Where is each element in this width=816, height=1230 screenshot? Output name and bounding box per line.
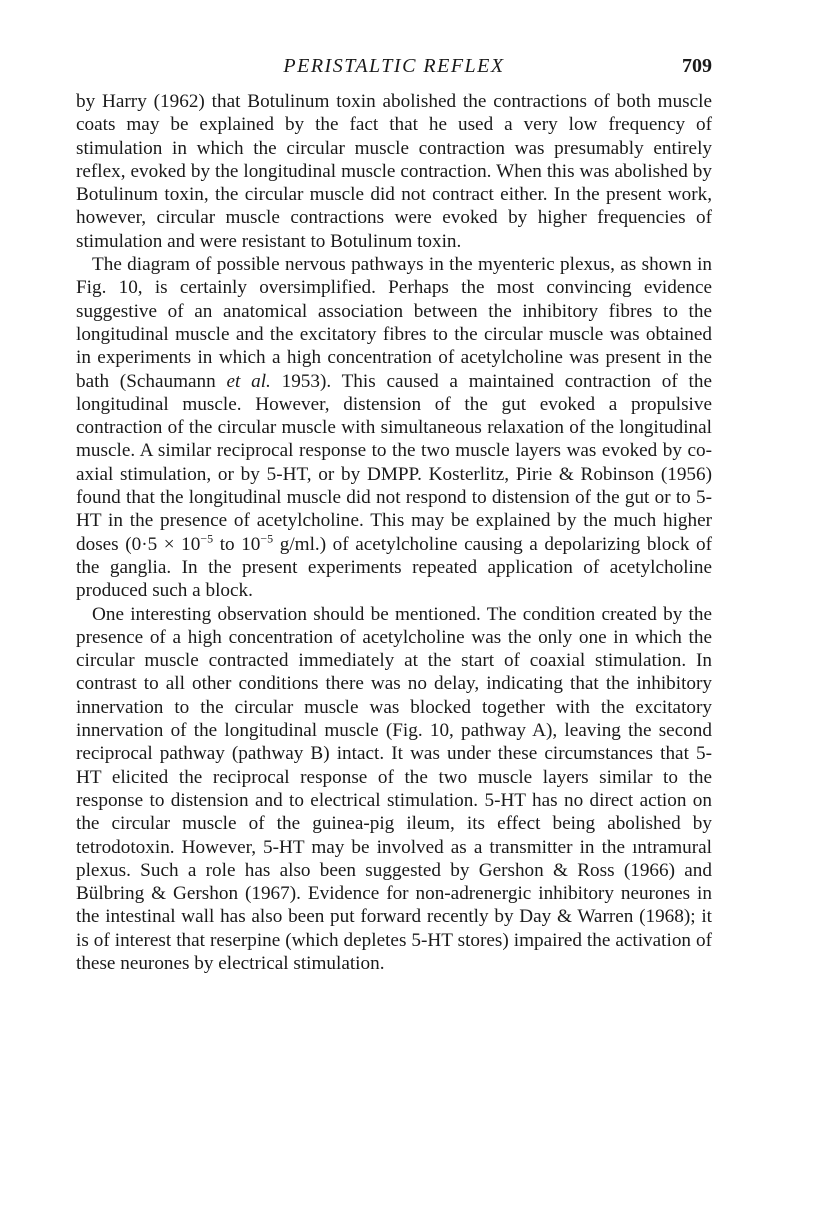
dose-unit: g/ml.) [273,533,327,555]
paragraph-text: of acetylcholine causing a depolarizing block of the ganglia. In the present experiments repeated application of acetylcholine produced such a block. [76,533,713,602]
dose-range [131,531,327,555]
dose-to: to [213,533,242,555]
page-header [76,55,712,85]
paragraph-text: The diagram of possible nervous pathways in the myenteric plexus, as shown in Fig. 10, is certainly oversimplified. Perhaps the most convincing evidence suggestive of an anatomical association between the inhibitory fibres to the longitudinal muscle and the excitatory fibres to the circular muscle was obtained in experiments in which a high concentration of acetylcholine was present in the bath (Schaumann [76,254,712,392]
dose-low-base: 0·5 × 10 [131,533,201,555]
paragraph-nervous-pathways [76,253,712,602]
paragraph-botulinum: by Harry (1962) that Botulinum toxin abolished the contractions of both muscle coats may be explained by the fact that he used a very low frequency of stimulation in which the circular muscle contraction was presumably entirely reflex, evoked by the longitudinal muscle contraction. When this was abolished by Botulinum toxin, the circular muscle did not contract either. In the present work, however, circular muscle contractions were evoked by higher frequencies of stimulation and were resistant to Botulinum toxin. [76,91,712,252]
page-number: 709 [682,55,712,77]
body-text [76,90,712,975]
et-al: et al. [226,370,271,392]
dose-low-exponent: −5 [200,531,214,546]
dose-high-base: 10 [241,533,261,555]
paragraph-observation: One interesting observation should be mentioned. The condition created by the presence of a high concentration of acetylcholine was the only one in which the circular muscle contracted immediately at the start of coaxial stimulation. In contrast to all other conditions there was no delay, indicating that the inhibitory innervation to the circular muscle was blocked together with the excitatory innervation of the longitudinal muscle (Fig. 10, pathway A), leaving the second reciprocal pathway (pathway B) intact. It was under these circumstances that 5-HT elicited the reciprocal response of the two muscle layers similar to the response to distension and to electrical stimulation. 5-HT has no direct action on the circular muscle of the guinea-pig ileum, its effect being abolished by tetrodotoxin. However, 5-HT may be involved as a transmitter in the ıntramural plexus. Such a role has also been suggested by Gershon & Ross (1966) and Bülbring & Gershon (1967). Evidence for non-adrenergic inhibitory neurones in the intestinal wall has also been put forward recently by Day & Warren (1968); it is of interest that reserpine (which depletes 5-HT stores) impaired the activation of these neurones by electrical stimulation. [76,603,712,974]
dose-high-exponent: −5 [260,531,274,546]
running-title: PERISTALTIC REFLEX [283,55,505,77]
paragraph-text: 1953). This caused a maintained contraction of the longitudinal muscle. However, distension of the gut evoked a propulsive contraction of the circular muscle with simultaneous relaxation of the longitudinal muscle. A similar reciprocal response to the two muscle layers was evoked by co-axial stimulation, or by 5-HT, or by DMPP. Kosterlitz, Pirie & Robinson (1956) found that the longitudinal muscle did not respond to distension of the gut or to 5-HT in the presence of acetylcholine. This may be explained by the much higher doses ( [76,370,712,555]
